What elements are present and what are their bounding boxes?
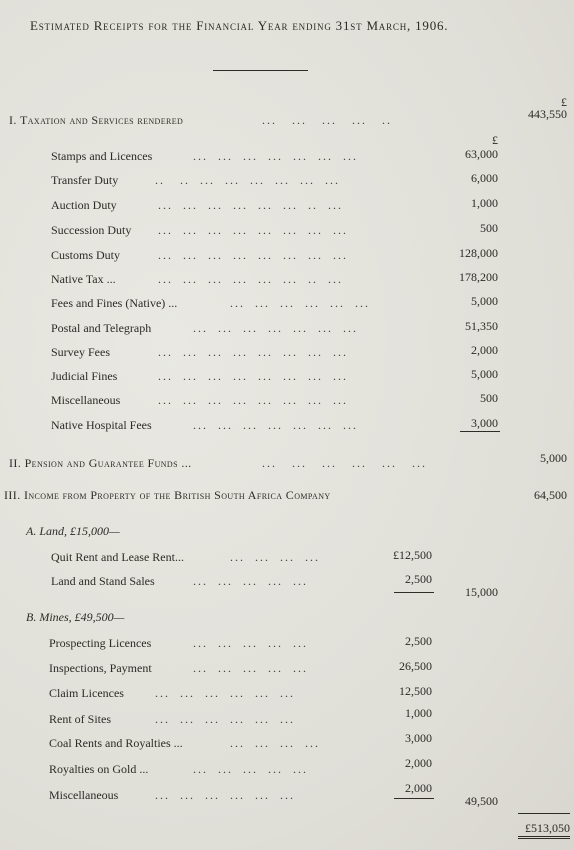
list-item-amount: 178,200 (459, 270, 498, 284)
grand-total-rule (518, 836, 570, 837)
list-item-amount: 6,000 (471, 171, 498, 185)
leader-dots: ... ... ... ... (230, 736, 320, 750)
grand-total-rule (518, 813, 570, 814)
leader-dots: ... ... ... ... ... ... ... ... (158, 223, 348, 237)
leader-dots: ... ... ... ... ... (193, 762, 308, 776)
section-pension-heading: II. Pension and Guarantee Funds ... (9, 456, 192, 470)
section-property-heading: III. Income from Property of the British South Africa Company (4, 488, 331, 502)
leader-dots: ... ... ... ... ... ... (262, 456, 427, 470)
list-item-amount: 500 (480, 221, 498, 235)
list-item-label: Fees and Fines (Native) ... (51, 296, 178, 310)
leader-dots: ... ... ... ... ... ... .. ... (158, 198, 343, 212)
leader-dots: ... ... ... ... ... ... ... ... (158, 393, 348, 407)
list-item-amount: 3,000 (471, 416, 498, 430)
list-item-label: Stamps and Licences (51, 149, 153, 163)
leader-dots: ... ... ... ... ... ... (155, 712, 295, 726)
list-item-label: Royalties on Gold ... (49, 762, 149, 776)
list-item-label: Claim Licences (49, 686, 124, 700)
list-item-amount: 2,500 (405, 634, 432, 648)
leader-dots: ... ... ... ... .. (262, 113, 392, 127)
mines-subtotal: 49,500 (465, 794, 498, 808)
leader-dots: .. .. ... ... ... ... ... ... (155, 173, 340, 187)
list-item-label: Quit Rent and Lease Rent... (51, 550, 184, 564)
leader-dots: ... ... ... ... ... ... (155, 686, 295, 700)
list-item-amount: £12,500 (393, 548, 432, 562)
section-taxation-heading: I. Taxation and Services rendered (9, 113, 184, 127)
leader-dots: ... ... ... ... ... ... ... (193, 149, 358, 163)
list-item-amount: 2,000 (405, 756, 432, 770)
list-item-amount: 2,000 (471, 343, 498, 357)
section-taxation-total: 443,550 (528, 107, 567, 121)
leader-dots: ... ... ... ... ... ... ... ... (158, 248, 348, 262)
list-item-amount: 3,000 (405, 731, 432, 745)
list-item-label: Prospecting Licences (49, 636, 152, 650)
list-item-label: Rent of Sites (49, 712, 111, 726)
list-item-label: Coal Rents and Royalties ... (49, 736, 183, 750)
currency-symbol: £ (492, 133, 498, 147)
list-item-label: Survey Fees (51, 345, 110, 359)
list-item-amount: 26,500 (399, 659, 432, 673)
grand-total-rule (518, 838, 570, 839)
leader-dots: ... ... ... ... ... ... ... (193, 418, 358, 432)
leader-dots: ... ... ... ... ... ... ... (193, 321, 358, 335)
leader-dots: ... ... ... ... ... ... ... ... (158, 369, 348, 383)
list-item-label: Judicial Fines (51, 369, 118, 383)
leader-dots: ... ... ... ... ... (193, 636, 308, 650)
list-item-label: Auction Duty (51, 198, 117, 212)
list-item-amount: 1,000 (471, 196, 498, 210)
list-item-amount: 12,500 (399, 684, 432, 698)
list-item-amount: 5,000 (471, 294, 498, 308)
list-item-label: Transfer Duty (51, 173, 119, 187)
list-item-label: Customs Duty (51, 248, 121, 262)
list-item-label: Succession Duty (51, 223, 132, 237)
list-item-label: Inspections, Payment (49, 661, 152, 675)
grand-total: £513,050 (525, 821, 570, 835)
list-item-label: Land and Stand Sales (51, 574, 155, 588)
title-divider (213, 70, 308, 71)
land-subheading: A. Land, £15,000— (26, 524, 120, 538)
list-item-label: Miscellaneous (49, 788, 119, 802)
leader-dots: ... ... ... ... ... ... (230, 296, 370, 310)
list-item-amount: 500 (480, 391, 498, 405)
list-item-label: Native Tax ... (51, 272, 116, 286)
section-pension-total: 5,000 (540, 451, 567, 465)
list-item-amount: 5,000 (471, 367, 498, 381)
list-item-label: Postal and Telegraph (51, 321, 152, 335)
list-item-amount: 63,000 (465, 147, 498, 161)
land-subtotal: 15,000 (465, 585, 498, 599)
leader-dots: ... ... ... ... (230, 550, 320, 564)
list-item-label: Miscellaneous (51, 393, 121, 407)
list-item-amount: 2,000 (405, 781, 432, 795)
list-item-label: Native Hospital Fees (51, 418, 152, 432)
leader-dots: ... ... ... ... ... (193, 574, 308, 588)
leader-dots: ... ... ... ... ... ... .. ... (158, 272, 343, 286)
list-item-amount: 128,000 (459, 246, 498, 260)
subtotal-rule (460, 431, 500, 432)
page-title: Estimated Receipts for the Financial Year ending 31st March, 1906. (30, 18, 449, 33)
list-item-amount: 51,350 (465, 319, 498, 333)
leader-dots: ... ... ... ... ... ... (155, 788, 295, 802)
section-property-total: 64,500 (534, 488, 567, 502)
list-item-amount: 2,500 (405, 572, 432, 586)
list-item-amount: 1,000 (405, 706, 432, 720)
currency-symbol: £ (561, 95, 567, 109)
leader-dots: ... ... ... ... ... (193, 661, 308, 675)
mines-subheading: B. Mines, £49,500— (26, 610, 125, 624)
leader-dots: ... ... ... ... ... ... ... ... (158, 345, 348, 359)
